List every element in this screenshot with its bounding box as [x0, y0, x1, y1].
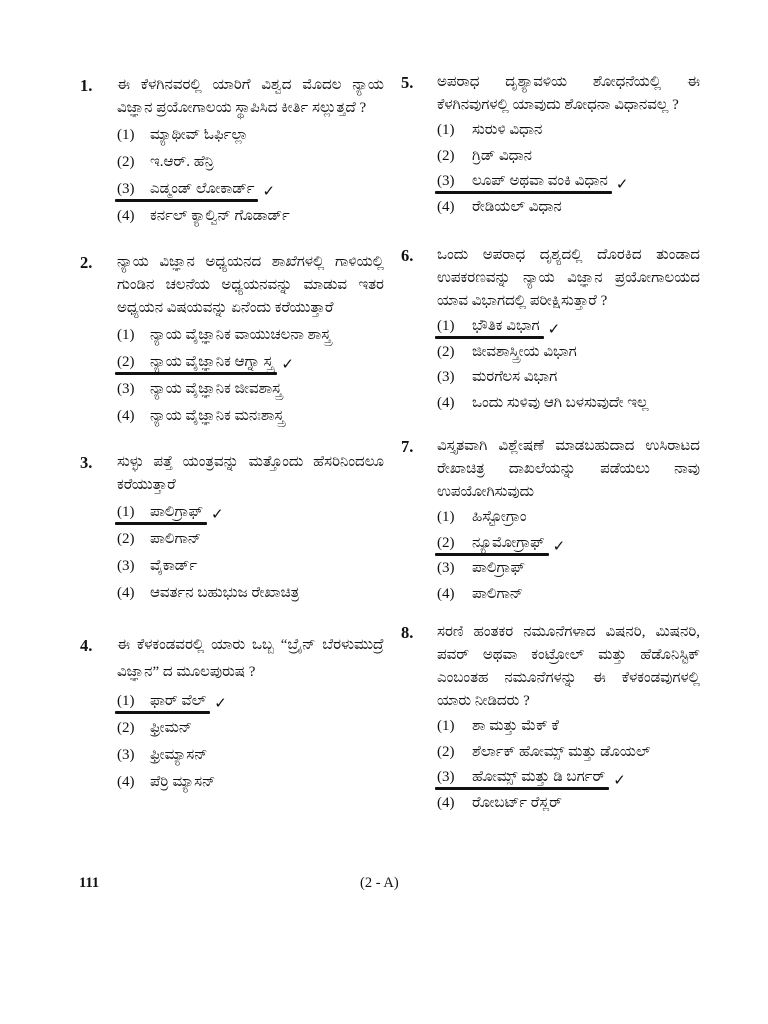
option-1: [437, 315, 700, 338]
question-stem: ವಿಸ್ತೃತವಾಗಿ ವಿಶ್ಲೇಷಣೆ ಮಾಡಬಹುದಾದ ಉಸಿರಾಟದ ರೇಖಾಚಿತ್ರ ದಾಖಲೆಯನ್ನು ಪಡೆಯಲು ನಾವು ಉಪಯೋಗಿಸುವುದು: [437, 437, 700, 500]
question-number: 2.: [80, 252, 93, 272]
option-text: ನ್ಯಾಯ ವೈಜ್ಞಾನಿಕ ಜೀವಶಾಸ್ತ್ರ: [150, 380, 282, 397]
option-content: [437, 766, 605, 789]
check-mark-icon: [548, 318, 561, 341]
option-content: [117, 177, 254, 201]
question-stem: ಸರಣಿ ಹಂತಕರ ನಮೂನೆಗಳಾದ ವಿಷನರಿ, ಮಿಷನರಿ, ಪವರ್ ಅಥವಾ ಕಂಟ್ರೋಲ್ ಮತ್ತು ಹೆಡೊನಿಸ್ಟಿಕ್ ಎಂಬಂತಹ ನಮೂನೆಗಳನ್ನು ಈ ಕೆಳಕಂಡವುಗಳಲ್ಲಿ ಯಾರು ನೀಡಿದರು ?: [437, 623, 700, 709]
option-label: (3): [437, 369, 455, 385]
option-text: ಸುರುಳಿ ವಿಧಾನ: [472, 122, 543, 138]
option-label: (2): [437, 343, 455, 360]
option-content: [117, 323, 331, 347]
option-text: ನ್ಯೂಮೋಗ್ರಾಫ್: [472, 534, 545, 551]
question-stem: ಒಂದು ಅಪರಾಧ ದೃಶ್ಯದಲ್ಲಿ ದೊರಕಿದ ತುಂಡಾದ ಉಪಕರಣವನ್ನು ನ್ಯಾಯ ವಿಜ್ಞಾನ ಪ್ರಯೋಗಾಲಯದ ಯಾವ ವಿಭಾಗದಲ್ಲಿ ಪರೀಕ್ಷಿಸುತ್ತಾರೆ ?: [437, 246, 700, 309]
check-mark-icon: [616, 173, 629, 196]
option-content: [117, 204, 290, 228]
option-4: [437, 792, 700, 815]
question-number: 5.: [401, 72, 414, 92]
option-1: [117, 689, 384, 713]
option-content: [117, 404, 284, 428]
question-number: 6.: [401, 245, 414, 265]
option-2: [437, 532, 700, 555]
option-label: (2): [117, 530, 135, 547]
option-label: (3): [117, 180, 135, 197]
question-4: [78, 632, 384, 794]
question-body: [437, 244, 700, 415]
option-content: [117, 500, 203, 524]
option-text: ಭೌತಿಕ ವಿಭಾಗ: [472, 318, 540, 334]
option-label: (2): [117, 153, 135, 170]
option-3: [117, 377, 384, 401]
option-3: [437, 170, 700, 193]
option-label: (1): [117, 503, 135, 520]
question-2: [78, 251, 384, 428]
option-content: [117, 554, 197, 578]
question-stem: ಸುಳ್ಳು ಪತ್ತೆ ಯಂತ್ರವನ್ನು ಮತ್ತೊಂದು ಹೆಸರಿನಿಂದಲೂ ಕರೆಯುತ್ತಾರೆ: [117, 453, 384, 493]
option-3: [437, 766, 700, 789]
option-label: (4): [437, 585, 455, 602]
option-content: [117, 716, 192, 740]
option-text: ಪಾಲಿಗಾನ್: [472, 585, 524, 602]
option-1: [437, 506, 700, 529]
option-text: ಫ್ರೀಮ್ಯಾಸನ್: [150, 746, 208, 763]
question-body: [117, 632, 384, 794]
option-label: (1): [437, 509, 455, 525]
option-text: ಹಿಸ್ಟೋಗ್ರಾಂ: [472, 509, 527, 525]
option-content: [117, 581, 299, 605]
option-4: [437, 196, 700, 219]
question-body: [117, 451, 384, 605]
option-label: (4): [117, 584, 135, 601]
question-stem: ಈ ಕೆಳಗಿನವರಲ್ಲಿ ಯಾರಿಗೆ ವಿಶ್ವದ ಮೊದಲ ನ್ಯಾಯ ವಿಜ್ಞಾನ ಪ್ರಯೋಗಾಲಯ ಸ್ಥಾಪಿಸಿದ ಕೀರ್ತಿ ಸಲ್ಲುತ್ತದೆ ?: [117, 76, 384, 116]
option-content: [437, 341, 577, 364]
option-content: [117, 527, 201, 551]
option-text: ಹೋಮ್ಸ್ ಮತ್ತು ಡಿ ಬರ್ಗರ್: [472, 769, 606, 785]
question-6: [399, 244, 700, 415]
option-text: ಪೆರ್ರಿ ಮ್ಯಾಸನ್: [150, 773, 216, 790]
option-text: ಜೀವಶಾಸ್ತ್ರೀಯ ವಿಭಾಗ: [472, 343, 577, 360]
option-label: (1): [437, 718, 455, 734]
question-stem: ಅಪರಾಧ ದೃಶ್ಯಾವಳಿಯ ಶೋಧನೆಯಲ್ಲಿ ಈ ಕೆಳಗಿನವುಗಳಲ್ಲಿ ಯಾವುದು ಶೋಧನಾ ವಿಧಾನವಲ್ಲ ?: [437, 73, 700, 113]
option-content: [437, 715, 559, 738]
option-4: [117, 204, 384, 228]
question-number: 4.: [80, 635, 93, 655]
option-label: (3): [117, 746, 135, 763]
option-content: [437, 557, 525, 580]
option-text: ಗ್ರಿಡ್ ವಿಧಾನ: [472, 147, 533, 164]
option-content: [437, 583, 523, 606]
check-mark-icon: [214, 692, 227, 715]
question-number: 1.: [80, 75, 93, 95]
option-label: (4): [437, 198, 455, 215]
option-2: [117, 350, 384, 374]
option-text: ಒಂದು ಸುಳಿವು ಆಗಿ ಬಳಸುವುದೇ ಇಲ್ಲ: [472, 394, 649, 411]
option-label: (2): [437, 147, 455, 164]
option-1: [117, 500, 384, 524]
option-content: [437, 392, 649, 415]
option-label: (4): [117, 773, 135, 790]
option-3: [437, 366, 700, 389]
question-stem: ಈ ಕೆಳಕಂಡವರಲ್ಲಿ ಯಾರು ಒಬ್ಬ “ಬ್ರೈನ್ ಬೆರಳುಮುದ್ರೆ ವಿಜ್ಞಾನ” ದ ಮೂಲಪುರುಷ ?: [117, 636, 384, 680]
option-label: (2): [437, 743, 455, 760]
question-body: [117, 251, 384, 428]
page-code: 111: [79, 875, 100, 891]
option-content: [437, 532, 545, 555]
option-label: (3): [117, 380, 135, 397]
option-1: [437, 715, 700, 738]
check-mark-icon: [553, 535, 566, 558]
check-mark-icon: [613, 769, 626, 792]
question-body: [437, 621, 700, 815]
option-3: [437, 557, 700, 580]
option-content: [117, 743, 207, 767]
option-label: (1): [117, 326, 135, 343]
option-1: [117, 123, 384, 147]
option-content: [437, 741, 651, 764]
option-label: (1): [437, 318, 455, 334]
option-4: [117, 770, 384, 794]
option-label: (4): [117, 407, 135, 424]
option-text: ಲೂಪ್ ಅಥವಾ ವಂಕಿ ವಿಧಾನ: [472, 173, 608, 189]
option-2: [437, 341, 700, 364]
option-content: [437, 315, 540, 338]
option-content: [117, 350, 273, 374]
option-text: ಶಾ ಮತ್ತು ಮೆಕ್ ಕೆ: [472, 718, 559, 734]
option-text: ನ್ಯಾಯ ವೈಜ್ಞಾನಿಕ ಆಗ್ನಾ ಸ್ತ್ರ: [150, 353, 274, 370]
option-text: ರೇಡಿಯಲ್ ವಿಧಾನ: [472, 198, 562, 215]
option-text: ಎಡ್ಮಂಡ್ ಲೋಕಾರ್ಡ್: [150, 180, 255, 197]
option-content: [117, 377, 282, 401]
question-body: [437, 435, 700, 606]
question-number: 3.: [80, 452, 93, 472]
option-label: (4): [437, 394, 455, 411]
option-4: [117, 404, 384, 428]
option-label: (4): [117, 207, 135, 224]
option-2: [117, 716, 384, 740]
check-mark-icon: [262, 180, 275, 203]
option-text: ಫ್ರೀಮನ್: [150, 719, 193, 736]
option-label: (1): [117, 692, 135, 709]
option-label: (2): [117, 353, 135, 370]
page-section: (2 - A): [360, 875, 399, 891]
option-label: (4): [437, 794, 455, 811]
question-1: [78, 74, 384, 228]
check-mark-icon: [211, 503, 224, 526]
option-4: [437, 583, 700, 606]
option-2: [117, 527, 384, 551]
option-text: ಆವರ್ತನ ಬಹುಭುಜ ರೇಖಾಚಿತ್ರ: [150, 584, 300, 601]
question-7: [399, 435, 700, 606]
option-text: ನ್ಯಾಯ ವೈಜ್ಞಾನಿಕ ಮನಃಶಾಸ್ತ್ರ: [150, 407, 285, 424]
option-4: [437, 392, 700, 415]
option-label: (2): [117, 719, 135, 736]
option-label: (3): [437, 769, 455, 785]
option-content: [117, 123, 248, 147]
option-label: (2): [437, 534, 455, 551]
question-stem: ನ್ಯಾಯ ವಿಜ್ಞಾನ ಅಧ್ಯಯನದ ಶಾಖೆಗಳಲ್ಲಿ ಗಾಳಿಯಲ್ಲಿ ಗುಂಡಿನ ಚಲನೆಯ ಅಧ್ಯಯನವನ್ನು ಮಾಡುವ ಇತರ ಅಧ್ಯಯನ ವಿಷಯವನ್ನು ಏನೆಂದು ಕರೆಯುತ್ತಾರೆ: [117, 253, 384, 316]
option-text: ಫಾರ್ ವೆಲ್: [150, 692, 207, 709]
question-3: [78, 451, 384, 605]
option-text: ಪಾಲಿಗಾನ್: [150, 530, 202, 547]
right-column: [399, 71, 700, 815]
option-content: [437, 170, 608, 193]
option-text: ಮ್ಯಾಥೀವ್ ಓರ್ಫಿಲ್ಲಾ: [150, 126, 249, 143]
option-1: [437, 119, 700, 142]
option-3: [117, 554, 384, 578]
option-label: (3): [437, 560, 455, 576]
option-text: ಮರಗೆಲಸ ವಿಭಾಗ: [472, 369, 558, 385]
question-body: [117, 74, 384, 228]
question-5: [399, 71, 700, 219]
left-column: [78, 74, 384, 794]
option-text: ರೋಬರ್ಟ್ ರೆಸ್ಲರ್: [472, 794, 562, 811]
question-number: 7.: [401, 436, 414, 456]
option-content: [437, 792, 562, 815]
option-content: [437, 119, 542, 142]
option-2: [117, 150, 384, 174]
option-text: ಕರ್ನಲ್ ಕ್ಯಾಲ್ವಿನ್ ಗೊಡಾರ್ಡ್: [150, 207, 290, 224]
option-text: ವೈಕಾರ್ಡ್: [150, 557, 197, 574]
question-body: [437, 71, 700, 219]
option-2: [437, 145, 700, 168]
option-text: ಪಾಲಿಗ್ರಾಫ್: [150, 503, 204, 520]
option-content: [437, 366, 557, 389]
option-content: [117, 689, 206, 713]
option-label: (1): [117, 126, 135, 143]
question-8: [399, 621, 700, 815]
option-3: [117, 743, 384, 767]
option-content: [117, 770, 215, 794]
option-2: [437, 741, 700, 764]
option-content: [117, 150, 214, 174]
option-text: ಇ.ಆರ್. ಹೆನ್ರಿ: [150, 153, 214, 170]
question-number: 8.: [401, 622, 414, 642]
option-label: (1): [437, 122, 455, 138]
option-label: (3): [437, 173, 455, 189]
option-label: (3): [117, 557, 135, 574]
option-text: ಪಾಲಿಗ್ರಾಫ್: [472, 560, 526, 576]
option-content: [437, 145, 532, 168]
option-text: ನ್ಯಾಯ ವೈಜ್ಞಾನಿಕ ವಾಯುಚಲನಾ ಶಾಸ್ತ್ರ: [150, 326, 331, 343]
check-mark-icon: [281, 353, 294, 376]
option-text: ಶೆರ್ಲಾಕ್ ಹೋಮ್ಸ್ ಮತ್ತು ಡೊಯಲ್: [472, 743, 651, 760]
option-3: [117, 177, 384, 201]
option-content: [437, 196, 562, 219]
option-4: [117, 581, 384, 605]
option-1: [117, 323, 384, 347]
option-content: [437, 506, 527, 529]
